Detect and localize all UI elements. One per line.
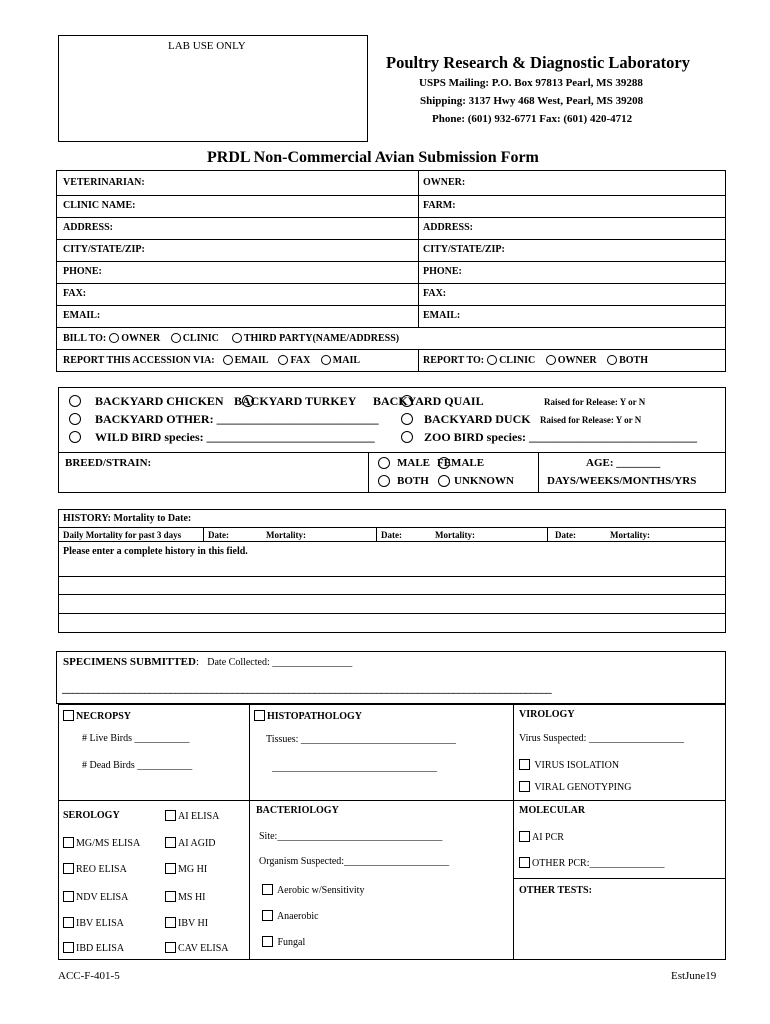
zoo-bird-label[interactable]: ZOO BIRD species: ____________________________ — [424, 430, 697, 444]
unknown-sex-radio[interactable] — [438, 475, 450, 487]
tissues-line[interactable]: _________________________________ — [272, 762, 437, 773]
ai-pcr-label: AI PCR — [532, 832, 564, 843]
other-tests-field[interactable]: OTHER TESTS: — [519, 885, 592, 896]
farm-field[interactable]: FARM: — [423, 200, 456, 211]
aerobic-label: Aerobic w/Sensitivity — [276, 885, 365, 896]
viral-genotyping-row — [519, 781, 631, 793]
via-fax-radio[interactable] — [278, 355, 288, 365]
tissues-field[interactable]: Tissues: _______________________________ — [266, 734, 456, 745]
ms-hi-row — [165, 891, 206, 903]
histopathology-row — [254, 710, 362, 722]
mg-hi-checkbox[interactable] — [165, 863, 176, 874]
ibv-hi-row — [165, 917, 208, 929]
cav-elisa-label: CAV ELISA — [178, 943, 229, 954]
fungal-checkbox[interactable] — [262, 936, 273, 947]
molecular-label: MOLECULAR — [519, 805, 586, 816]
owner-phone-field[interactable]: PHONE: — [423, 266, 462, 277]
ai-pcr-checkbox[interactable] — [519, 831, 530, 842]
owner-address-field[interactable]: ADDRESS: — [423, 222, 474, 233]
aerobic-checkbox[interactable] — [262, 884, 273, 895]
ibv-elisa-checkbox[interactable] — [63, 917, 74, 928]
backyard-turkey-label: BACKYARD TURKEY — [234, 394, 357, 408]
bill-third-party-label: THIRD PARTY(NAME/ADDRESS) — [243, 333, 400, 344]
to-clinic-label: CLINIC — [499, 355, 536, 366]
backyard-other-radio[interactable] — [69, 413, 81, 425]
phone-fax: Phone: (601) 932-6771 Fax: (601) 420-4712 — [432, 113, 633, 125]
virology-label: VIROLOGY — [519, 709, 575, 720]
shipping-address: Shipping: 3137 Hwy 468 West, Pearl, MS 39208 — [420, 95, 644, 107]
date-collected-field[interactable]: Date Collected: ________________ — [207, 657, 353, 668]
ai-agid-label: AI AGID — [178, 838, 216, 849]
male-radio[interactable] — [378, 457, 390, 469]
ms-hi-checkbox[interactable] — [165, 891, 176, 902]
specimens-row — [63, 657, 352, 668]
both-sex-radio[interactable] — [378, 475, 390, 487]
vet-phone-field[interactable]: PHONE: — [63, 266, 102, 277]
breed-strain-field[interactable]: BREED/STRAIN: — [65, 457, 152, 469]
backyard-chicken-label: BACKYARD CHICKEN — [95, 394, 224, 408]
history-prompt[interactable]: Please enter a complete history in this field. — [63, 546, 248, 557]
organism-suspected-field[interactable]: Organism Suspected:_____________________ — [259, 856, 450, 867]
to-both-label: BOTH — [619, 355, 648, 366]
daily-mortality-label: Daily Mortality for past 3 days — [63, 530, 182, 540]
ai-elisa-label: AI ELISA — [178, 811, 220, 822]
histopathology-label: HISTOPATHOLOGY — [267, 711, 363, 722]
bacteriology-label: BACTERIOLOGY — [256, 805, 339, 816]
form-title: PRDL Non-Commercial Avian Submission Form — [207, 149, 539, 166]
ai-elisa-row — [165, 810, 219, 822]
histopathology-checkbox[interactable] — [254, 710, 265, 721]
bill-to-row — [63, 333, 399, 344]
ndv-elisa-row — [63, 891, 128, 903]
other-pcr-field[interactable]: OTHER PCR:_______________ — [532, 858, 665, 869]
reo-elisa-label: REO ELISA — [76, 864, 127, 875]
virus-isolation-label: VIRUS ISOLATION — [534, 760, 620, 771]
bill-clinic-label: CLINIC — [182, 333, 219, 344]
bill-owner-label: OWNER — [121, 333, 161, 344]
to-owner-label: OWNER — [557, 355, 597, 366]
ai-pcr-row — [519, 831, 564, 843]
ms-hi-label: MS HI — [178, 892, 206, 903]
report-via-label: REPORT THIS ACCESSION VIA: — [63, 355, 215, 366]
ibd-elisa-row — [63, 942, 124, 954]
wild-bird-label[interactable]: WILD BIRD species: ____________________________ — [95, 430, 375, 444]
via-mail-radio[interactable] — [321, 355, 331, 365]
zoo-bird-radio[interactable] — [401, 431, 413, 443]
via-fax-label: FAX — [290, 355, 311, 366]
ibd-elisa-checkbox[interactable] — [63, 942, 74, 953]
raised-release-duck[interactable]: Raised for Release: Y or N — [540, 415, 642, 425]
vet-city-field[interactable]: CITY/STATE/ZIP: — [63, 244, 145, 255]
vet-fax-field[interactable]: FAX: — [63, 288, 87, 299]
mortality-2[interactable]: Mortality: — [435, 530, 475, 540]
form-code: ACC-F-401-5 — [58, 970, 120, 982]
via-email-label: EMAIL — [234, 355, 268, 366]
site-field[interactable]: Site:_________________________________ — [259, 831, 443, 842]
necropsy-row — [63, 710, 131, 722]
specimens-title: SPECIMENS SUBMITTED — [63, 656, 196, 668]
cav-elisa-checkbox[interactable] — [165, 942, 176, 953]
ibv-hi-label: IBV HI — [178, 918, 209, 929]
male-label: MALE — [397, 457, 430, 469]
bill-third-party-radio[interactable] — [232, 333, 242, 343]
lab-name: Poultry Research & Diagnostic Laboratory — [386, 53, 690, 72]
mgms-elisa-label: MG/MS ELISA — [76, 838, 141, 849]
other-pcr-row — [519, 857, 665, 869]
ibv-hi-checkbox[interactable] — [165, 917, 176, 928]
ibd-elisa-label: IBD ELISA — [76, 943, 125, 954]
wild-bird-radio[interactable] — [69, 431, 81, 443]
ndv-elisa-label: NDV ELISA — [76, 892, 129, 903]
mgms-elisa-row — [63, 837, 140, 849]
owner-email-field[interactable]: EMAIL: — [423, 310, 461, 321]
cav-elisa-row — [165, 942, 228, 954]
viral-genotyping-label: VIRAL GENOTYPING — [534, 782, 632, 793]
history-title: HISTORY: Mortality to Date: — [63, 513, 192, 524]
mortality-3[interactable]: Mortality: — [610, 530, 650, 540]
anaerobic-row — [262, 910, 319, 922]
virus-suspected-field[interactable]: Virus Suspected: ___________________ — [519, 733, 684, 744]
fungal-label: Fungal — [277, 937, 306, 948]
mortality-1[interactable]: Mortality: — [266, 530, 306, 540]
owner-field[interactable]: OWNER: — [423, 177, 466, 188]
virus-isolation-row — [519, 759, 619, 771]
other-pcr-checkbox[interactable] — [519, 857, 530, 868]
reo-elisa-checkbox[interactable] — [63, 863, 74, 874]
mg-hi-row — [165, 863, 207, 875]
via-email-radio[interactable] — [223, 355, 233, 365]
ai-elisa-checkbox[interactable] — [165, 810, 176, 821]
backyard-other-label[interactable]: BACKYARD OTHER: ___________________________ — [95, 412, 379, 426]
to-clinic-radio[interactable] — [487, 355, 497, 365]
female-label: FEMALE — [437, 457, 485, 469]
to-both-radio[interactable] — [607, 355, 617, 365]
ai-agid-row — [165, 837, 216, 849]
reo-elisa-row — [63, 863, 127, 875]
live-birds-field[interactable]: # Live Birds ___________ — [82, 733, 190, 744]
mg-hi-label: MG HI — [178, 864, 208, 875]
raised-release-quail[interactable]: Raised for Release: Y or N — [544, 397, 646, 407]
age-field[interactable]: AGE: ________ — [586, 457, 661, 469]
virus-isolation-checkbox[interactable] — [519, 759, 530, 770]
to-owner-radio[interactable] — [546, 355, 556, 365]
owner-city-field[interactable]: CITY/STATE/ZIP: — [423, 244, 505, 255]
report-to-label: REPORT TO: — [423, 355, 485, 366]
mgms-elisa-checkbox[interactable] — [63, 837, 74, 848]
bill-clinic-radio[interactable] — [171, 333, 181, 343]
bill-owner-radio[interactable] — [109, 333, 119, 343]
fungal-row — [262, 936, 305, 948]
ibv-elisa-label: IBV ELISA — [76, 918, 124, 929]
vet-email-field[interactable]: EMAIL: — [63, 310, 101, 321]
anaerobic-label: Anaerobic — [276, 911, 319, 922]
unknown-sex-label: UNKNOWN — [454, 475, 514, 487]
vet-address-field[interactable]: ADDRESS: — [63, 222, 114, 233]
anaerobic-checkbox[interactable] — [262, 910, 273, 921]
clinic-name-field[interactable]: CLINIC NAME: — [63, 200, 136, 211]
form-established: EstJune19 — [671, 970, 717, 982]
report-to-row — [423, 355, 648, 366]
specimens-line[interactable]: _______________________________________________________________________________________________ — [62, 683, 552, 695]
backyard-chicken-radio[interactable] — [69, 395, 81, 407]
specimens-colon: : — [195, 656, 200, 668]
mailing-address: USPS Mailing: P.O. Box 97813 Pearl, MS 39288 — [419, 77, 643, 89]
ibv-elisa-row — [63, 917, 124, 929]
report-via-row — [63, 355, 360, 366]
date-1[interactable]: Date: — [208, 530, 229, 540]
bill-to-label: BILL TO: — [63, 333, 107, 344]
dead-birds-field[interactable]: # Dead Birds ___________ — [82, 760, 193, 771]
necropsy-checkbox[interactable] — [63, 710, 74, 721]
age-units: DAYS/WEEKS/MONTHS/YRS — [547, 475, 697, 487]
veterinarian-field[interactable]: VETERINARIAN: — [63, 177, 145, 188]
necropsy-label: NECROPSY — [76, 711, 132, 722]
owner-fax-field[interactable]: FAX: — [423, 288, 447, 299]
date-2[interactable]: Date: — [381, 530, 402, 540]
ndv-elisa-checkbox[interactable] — [63, 891, 74, 902]
backyard-duck-radio[interactable] — [401, 413, 413, 425]
both-sex-label: BOTH — [397, 475, 429, 487]
date-3[interactable]: Date: — [555, 530, 576, 540]
lab-use-label: LAB USE ONLY — [168, 40, 246, 52]
backyard-duck-label: BACKYARD DUCK — [424, 412, 531, 426]
viral-genotyping-checkbox[interactable] — [519, 781, 530, 792]
backyard-quail-label: BACKYARD QUAIL — [373, 394, 484, 408]
aerobic-row — [262, 884, 364, 896]
ai-agid-checkbox[interactable] — [165, 837, 176, 848]
via-mail-label: MAIL — [332, 355, 361, 366]
serology-label: SEROLOGY — [63, 810, 120, 821]
